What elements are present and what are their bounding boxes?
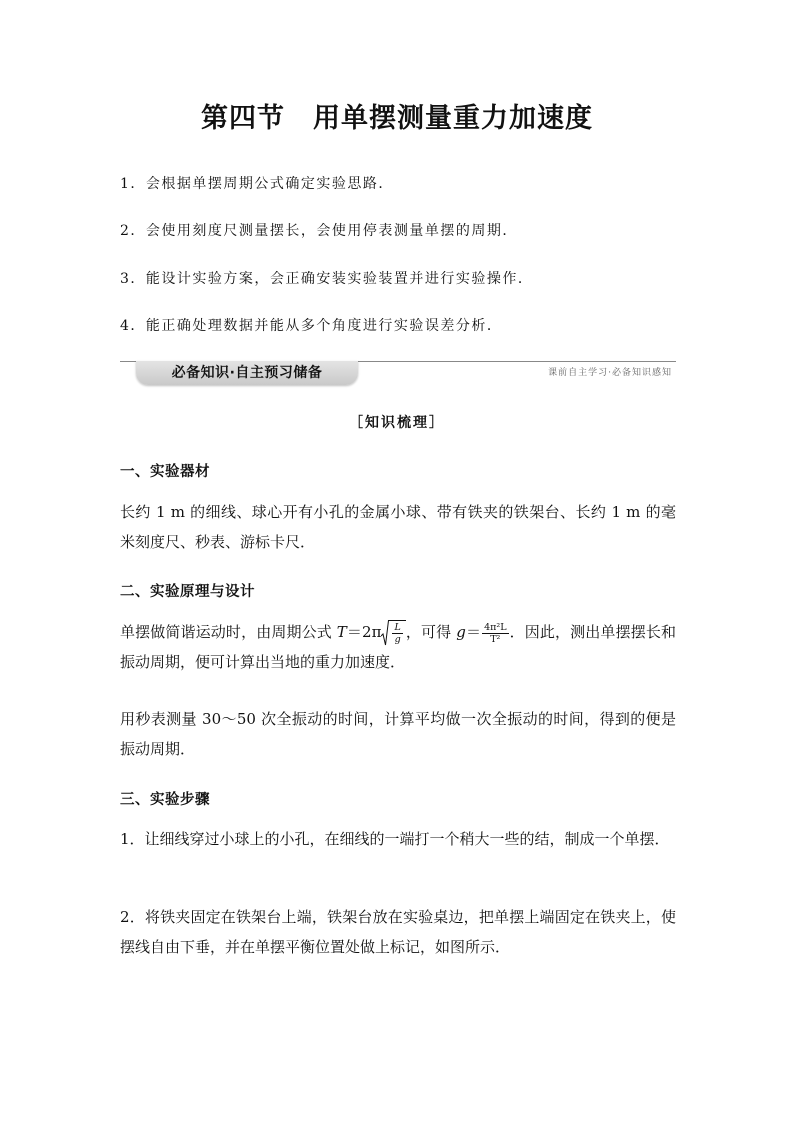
section-banner [120,358,676,388]
formula-denominator: T² [490,633,501,645]
formula-numerator: 4π²L [484,621,507,633]
formula-g: g [456,623,466,641]
sqrt-expression [381,620,405,646]
objective-4: 4．能正确处理数据并能从多个角度进行实验误差分析． [120,318,503,334]
section-1-text: 长约 1 m 的细线、球心开有小孔的金属小球、带有铁夹的铁架台、长约 1 m 的毫米刻度尺、秒表、游标卡尺． [120,503,676,551]
radical-sign-icon [381,620,389,646]
section-3-step-2: 2．将铁夹固定在铁架台上端，铁架台放在实验桌边，把单摆上端固定在铁夹上，使摆线自由下垂，并在单摆平衡位置处做上标记，如图所示． [120,908,676,956]
section-1-heading: 一、实验器材 [120,464,210,480]
fraction-L: L [394,622,401,633]
section-2-heading: 二、实验原理与设计 [120,584,255,600]
banner-tab: 必备知识·自主预习储备 [136,361,358,385]
formula-T: T [336,623,347,641]
formula-mid-text: ，可得 [405,623,457,641]
formula-intro-text: 单摆做简谐运动时，由周期公式 [120,623,337,641]
section-3-heading: 三、实验步骤 [120,792,210,808]
objective-3: 3．能设计实验方案，会正确安装实验装置并进行实验操作． [120,271,534,287]
formula-equals-2pi: ＝2π [346,623,382,641]
banner-caption: 课前自主学习·必备知识感知 [548,368,672,378]
formula-outro-text: ．因此，测出单摆摆长和振动周期，便可计算出当地的重力加速度． [120,623,676,671]
section-2-paragraph-2: 用秒表测量 30～50 次全振动的时间，计算平均做一次全振动的时间，得到的便是振动周期． [120,710,676,758]
objective-2: 2．会使用刻度尺测量摆长，会使用停表测量单摆的周期． [120,223,518,239]
objective-1: 1．会根据单摆周期公式确定实验思路． [120,176,394,192]
knowledge-label: ［知识梳理］ [349,415,445,431]
formula-fraction [482,622,508,645]
section-2-paragraph-1 [120,617,676,677]
fraction-g: g [394,634,401,645]
section-3-step-1: 1．让细线穿过小球上的小孔，在细线的一端打一个稍大一些的结，制成一个单摆． [120,830,670,848]
page-title: 第四节 用单摆测量重力加速度 [201,103,593,134]
formula-equals: ＝ [465,623,482,641]
